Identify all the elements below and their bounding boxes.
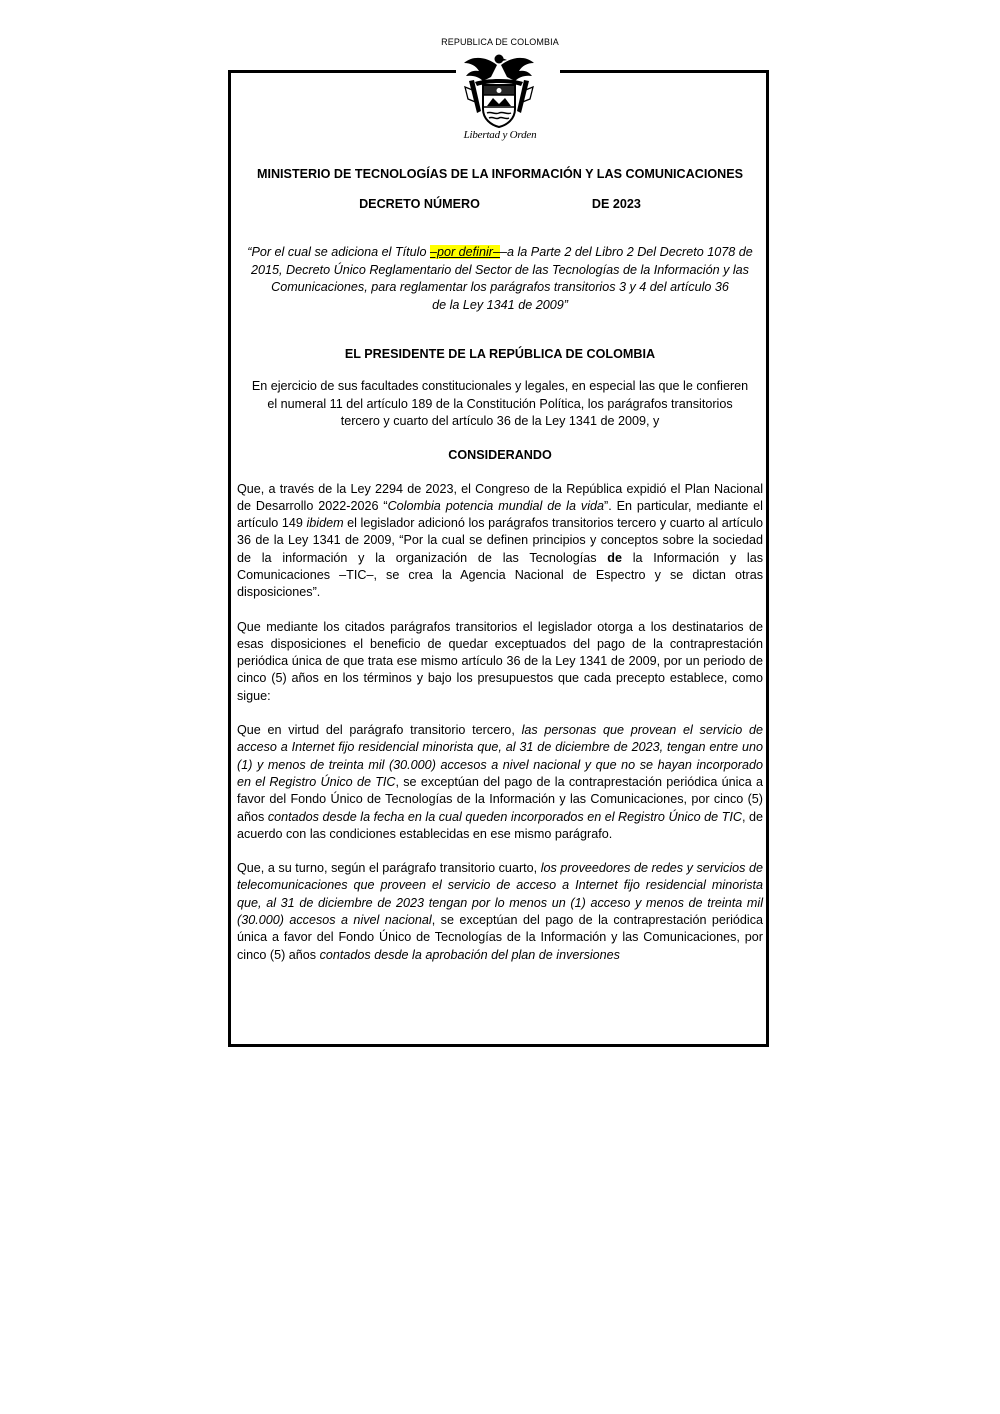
paragraph-text: Que en virtud del parágrafo transitorio tercero, — [237, 723, 522, 738]
subject-text-end: de la Ley 1341 de 2009” — [432, 297, 568, 312]
paragraph-italic: los proveedores de redes y servicios de telecomunicaciones que proveen el servicio de acceso a Internet fijo residencial minorista que, al 31 de diciembre de 2023 tengan por lo menos un (1) acceso y menos de treinta mil (30.000) accesos a nivel nacional — [237, 861, 764, 928]
considering-paragraph-3 — [237, 722, 763, 843]
powers-paragraph — [237, 378, 763, 431]
document-body — [237, 166, 763, 964]
considering-paragraph-1 — [237, 481, 763, 602]
paragraph-text: el legislador adicionó los parágrafos transitorios tercero y cuarto al artículo 36 de la Ley 1341 de 2009, “Por la cual se definen principios y conceptos sobre la sociedad de la información y la organización de las Tecnologías — [237, 516, 763, 565]
paragraph-italic: las personas que provean el servicio de acceso a Internet fijo residencial minorista que, al 31 de diciembre de 2023, tengan entre uno (1) y menos de treinta mil (30.000) accesos a nivel nacional y que no se hayan incorporado en el Registro Único de TIC — [237, 723, 764, 789]
president-heading: EL PRESIDENTE DE LA REPÚBLICA DE COLOMBIA — [344, 347, 656, 361]
paragraph-text: ”. En particular, mediante el artículo 149 — [237, 498, 763, 531]
paragraph-bold: de — [607, 550, 622, 565]
paragraph-text: , de acuerdo con las condiciones establecidas en ese mismo parágrafo. — [237, 809, 763, 841]
powers-line: tercero y cuarto del artículo 36 de la Ley 1341 de 2009, y — [340, 414, 660, 428]
powers-line: En ejercicio de sus facultades constitucionales y legales, en especial las que le confieren — [251, 379, 749, 393]
paragraph-italic: contados desde la fecha en la cual queden incorporados en el Registro Único de TIC — [267, 809, 742, 824]
decree-number-label: DECRETO NÚMERO — [359, 197, 480, 211]
subject-text-continued: –a la Parte 2 del Libro 2 Del Decreto 1078 de 2015, Decreto Único Reglamentario del Sector de las Tecnologías de la Información y las Comunicaciones, para reglamentar los parágrafos transitorios 3 y 4 del artículo 36 — [251, 245, 753, 294]
paragraph-italic: contados desde la aprobación del plan de inversiones — [319, 947, 620, 962]
paragraph-text: Que, a su turno, según el parágrafo transitorio cuarto, — [237, 861, 541, 876]
subject-highlight: –por definir– — [429, 245, 500, 259]
motto: Libertad y Orden — [463, 129, 537, 141]
ministry-title: MINISTERIO DE TECNOLOGÍAS DE LA INFORMACIÓN Y LAS COMUNICACIONES — [256, 167, 744, 181]
paragraph-italic: Colombia potencia mundial de la vida — [387, 498, 604, 513]
subject-text: “Por el cual se adiciona el Título — [247, 245, 430, 259]
paragraph-text: la Información y las Comunicaciones –TIC–, se crea la Agencia Nacional de Espectro y se dictan otras disposiciones”. — [237, 550, 763, 600]
paragraph-text: , se exceptúan del pago de la contraprestación periódica única a favor del Fondo Único de Tecnologías de la Información y las Comunicaciones, por cinco (5) años — [237, 913, 763, 962]
decree-year: DE 2023 — [591, 197, 641, 211]
decree-number-line — [237, 196, 763, 212]
paragraph-text: Que, a través de la Ley 2294 de 2023, el Congreso de la República expidió el Plan Nacional de Desarrollo 2022-2026 “ — [237, 481, 763, 513]
considering-heading: CONSIDERANDO — [448, 447, 552, 462]
paragraph-italic: ibidem — [306, 516, 344, 531]
country-label: REPUBLICA DE COLOMBIA — [441, 37, 559, 47]
decree-subject — [237, 244, 763, 314]
paragraph-text: , se exceptúan del pago de la contraprestación periódica única a favor del Fondo Único de Tecnologías de la Información y las Comunicaciones, por cinco (5) años — [237, 774, 763, 824]
powers-line: el numeral 11 del artículo 189 de la Constitución Política, los parágrafos transitorios — [267, 396, 733, 411]
considering-paragraph-4 — [237, 860, 763, 964]
considering-paragraph-2: Que mediante los citados parágrafos transitorios el legislador otorga a los destinatarios de esas disposiciones el beneficio de quedar exceptuados del pago de la contraprestación periódica única de que trata ese mismo artículo 36 de la Ley 1341 de 2009, por un periodo de cinco (5) años en los términos y bajo los presupuestos que cada precepto establece, como sigue: — [237, 619, 763, 703]
